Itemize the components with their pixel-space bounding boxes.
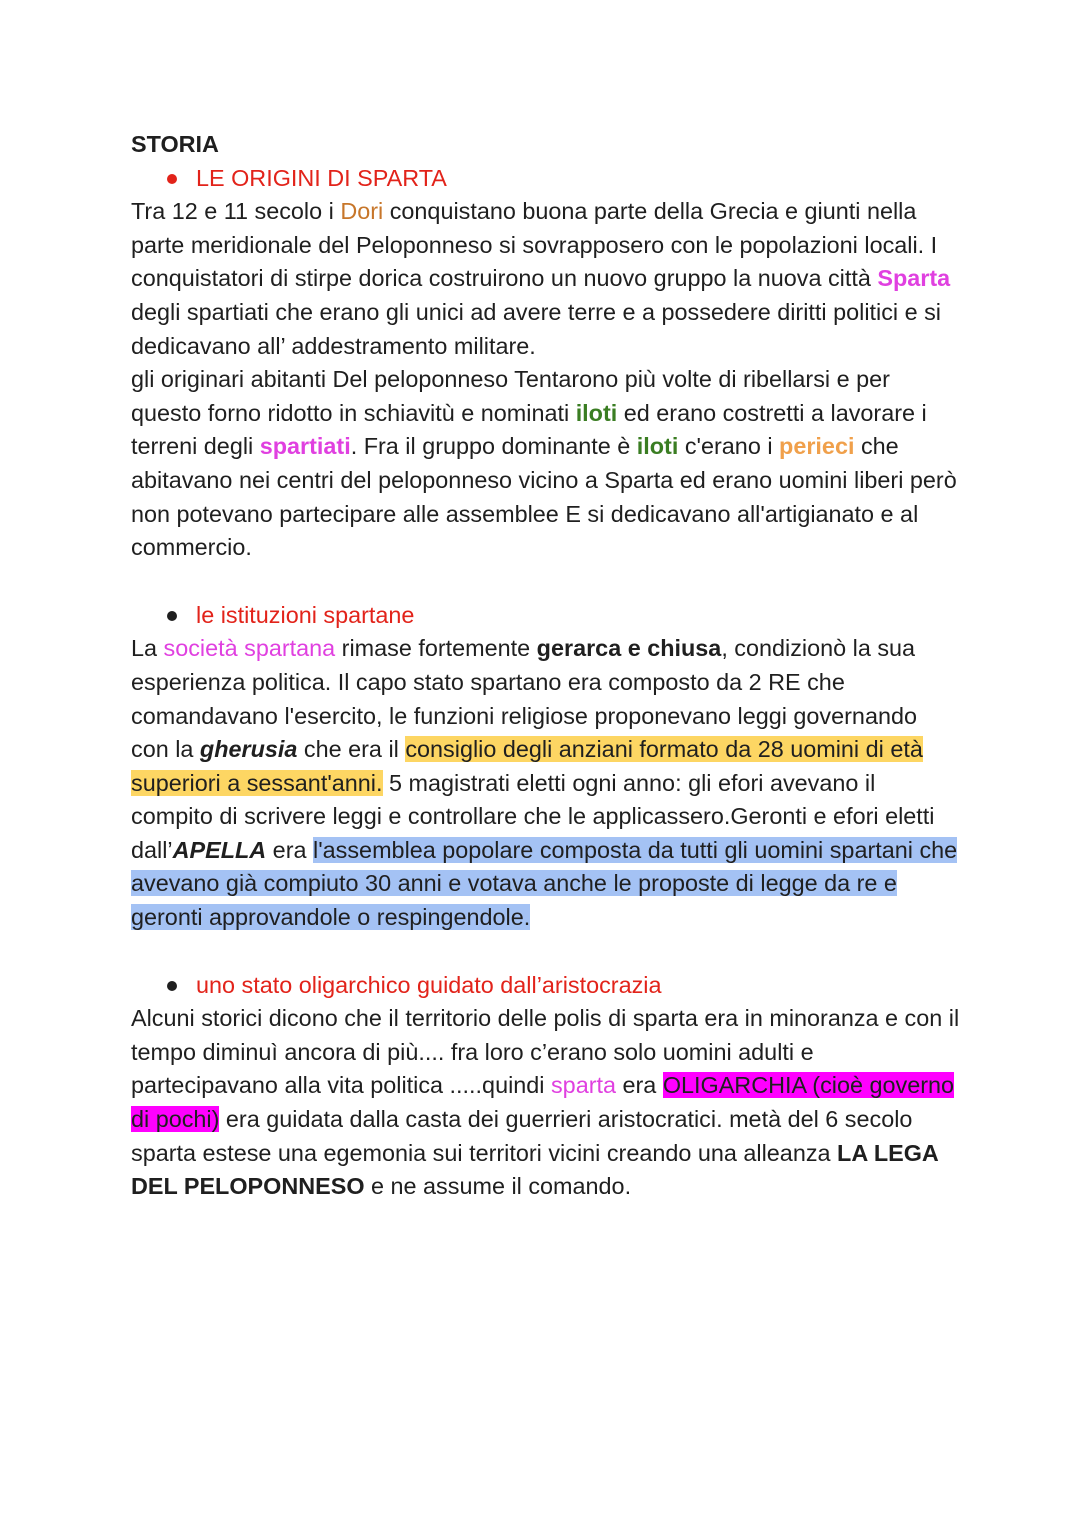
term-lega-peloponneso: LA LEGA DEL PELOPONNESO [131,1139,938,1200]
highlight-consiglio: consiglio degli anziani formato da 28 uomini di età superiori a sessant'anni. [131,736,923,796]
term-apella: APELLA [172,836,267,863]
term-sparta-2: sparta [550,1072,616,1099]
document-page [131,128,961,1204]
section-heading-origini: LE ORIGINI DI SPARTA [131,162,961,196]
term-gerarca: gerarca e chiusa [536,635,722,662]
highlight-oligarchia: OLIGARCHIA (cioè governo di pochi) [131,1072,955,1133]
paragraph-istituzioni: La società spartana rimase fortemente gerarca e chiusa, condizionò la sua esperienza politica. Il capo stato spartano era composto da 2 RE che comandavano l'esercito, le funzioni religiose proponevano leggi governando con la gherusia che era il consiglio degli anziani formato da 28 uomini di età superiori a sessant'anni. 5 magistrati eletti ogni anno: gli efori avevano il compito di scrivere leggi e controllare che le applicassero.Geronti e efori eletti dall’APELLA era l'assemblea popolare composta da tutti gli uomini spartani che avevano già compiuto 30 anni e votava anche le proposte di legge da re e geronti approvandole o respingendole. [131,635,958,931]
paragraph-origini-1: Tra 12 e 11 secolo i Dori conquistano buona parte della Grecia e giunti nella parte meridionale del Peloponneso si sovrapposero con le popolazioni locali. I conquistatori di stirpe dorica costruirono un nuovo gruppo la nuova città Sparta degli spartiati che erano gli unici ad avere terre e a possedere diritti politici e si dedicavano all’ addestramento militare. [131,198,951,359]
section-heading-istituzioni: le istituzioni spartane [131,599,961,633]
term-spartiati: spartiati [259,433,351,460]
section-heading-oligarchico: uno stato oligarchico guidato dall’aristocrazia [131,969,961,1003]
term-dori: Dori [340,198,384,225]
paragraph-origini-2: gli originari abitanti Del peloponneso Tentarono più volte di ribellarsi e per questo forno ridotto in schiavitù e nominati iloti ed erano costretti a lavorare i terreni degli spartiati. Fra il gruppo dominante è iloti c'erano i perieci che abitavano nei centri del peloponneso vicino a Sparta ed erano uomini liberi però non potevano partecipare alle assemblee E si dedicavano all'artigianato e al commercio. [131,366,957,561]
document-title: STORIA [131,131,219,157]
highlight-assemblea: l'assemblea popolare composta da tutti gli uomini spartani che avevano già compiuto 30 anni e votava anche le proposte di legge da re e geronti approvandole o respingendole. [131,836,958,931]
paragraph-oligarchico: Alcuni storici dicono che il territorio delle polis di sparta era in minoranza e con il tempo diminuì ancora di più.... fra loro c’erano solo uomini adulti e partecipavano alla vita politica .....quindi sparta era OLIGARCHIA (cioè governo di pochi) era guidata dalla casta dei guerrieri aristocratici. metà del 6 secolo sparta estese una egemonia sui territori vicini creando una alleanza LA LEGA DEL PELOPONNESO e ne assume il comando. [131,1005,960,1200]
term-iloti-2: iloti [636,433,679,460]
term-gherusia: gherusia [199,736,298,763]
term-perieci: perieci [779,433,855,460]
term-sparta: Sparta [877,265,951,292]
term-iloti: iloti [575,399,618,426]
term-societa-spartana: società spartana [163,635,336,662]
